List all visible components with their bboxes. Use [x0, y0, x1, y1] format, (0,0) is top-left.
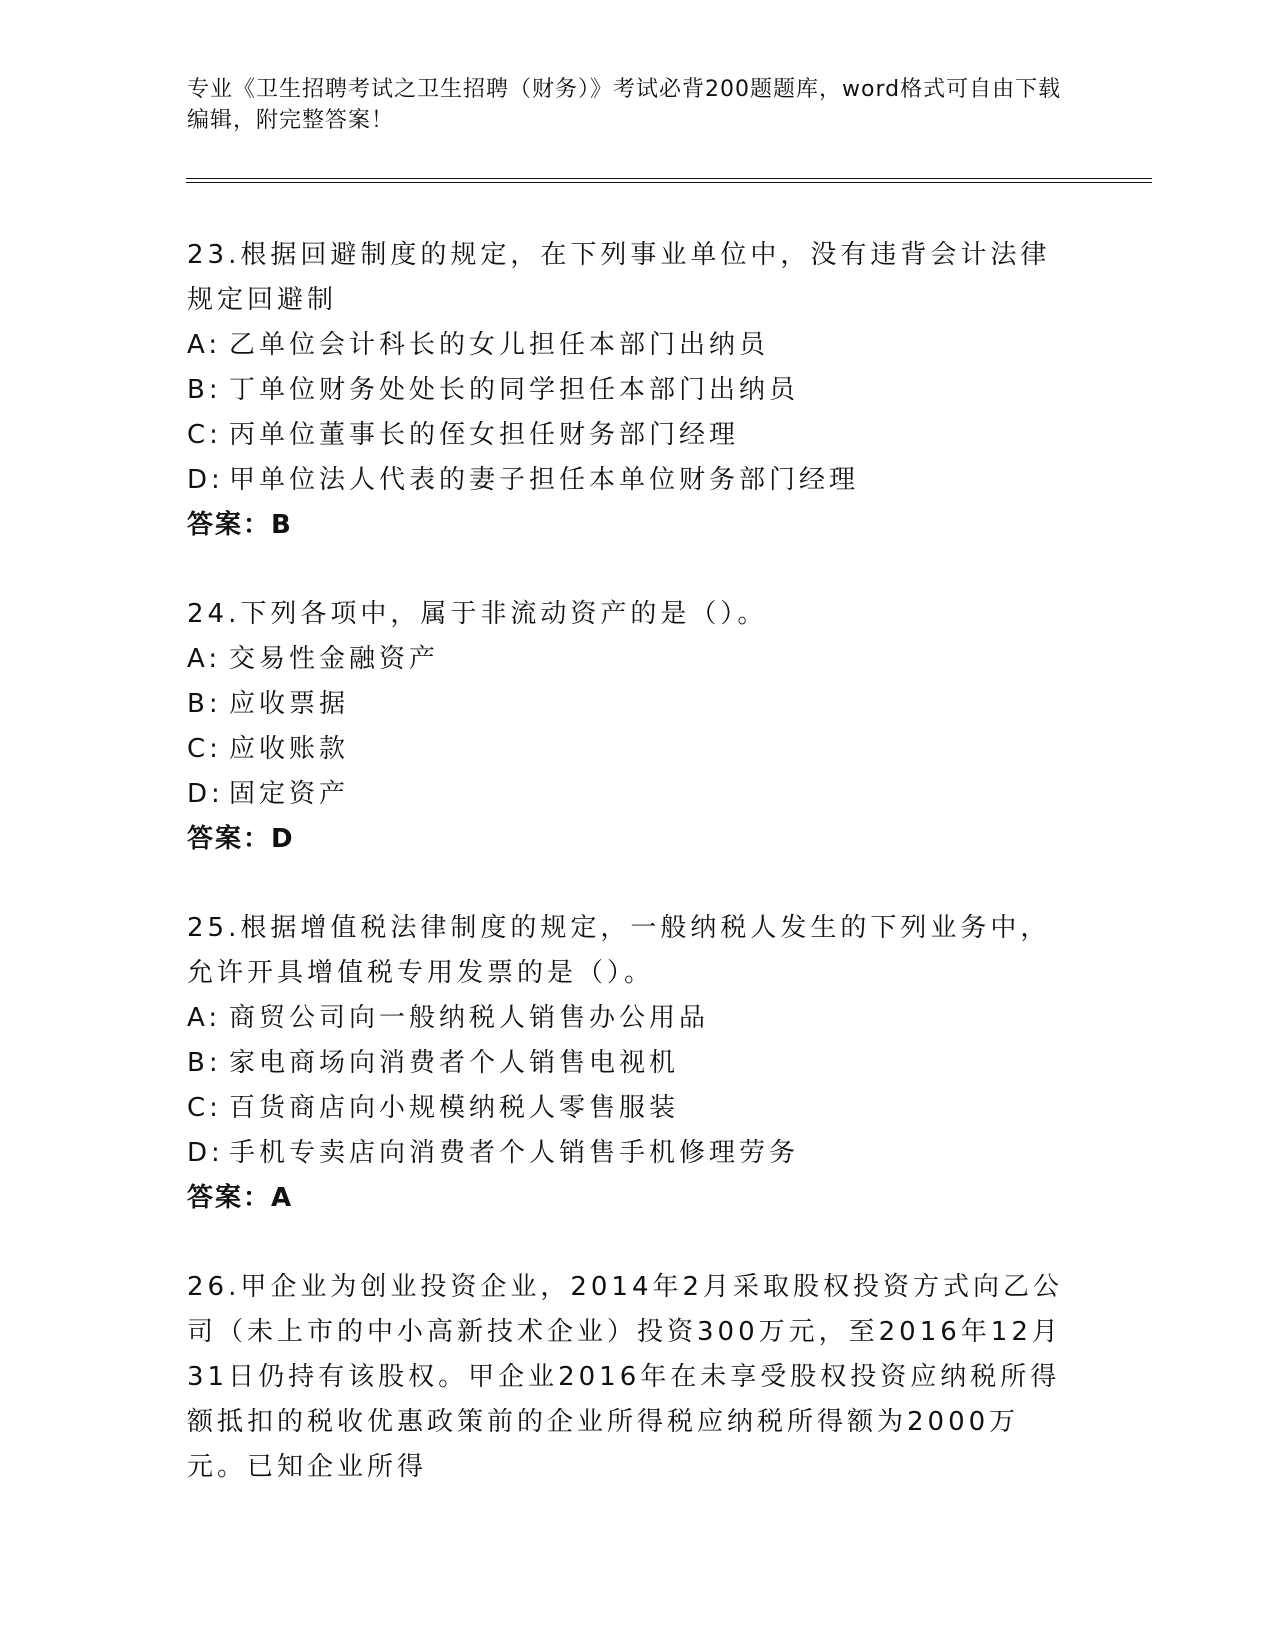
option-text: 商贸公司向一般纳税人销售办公用品 [229, 1003, 710, 1033]
option-letter: A: [187, 330, 222, 360]
option-text: 乙单位会计科长的女儿担任本部门出纳员 [229, 330, 770, 360]
option-text: 家电商场向消费者个人销售电视机 [229, 1048, 680, 1078]
option-text: 固定资产 [229, 779, 350, 809]
option-letter: A: [187, 644, 222, 674]
option-a [187, 323, 1077, 368]
question-24 [187, 592, 1077, 862]
answer-label: 答案：A [187, 1183, 294, 1213]
option-letter: C: [187, 420, 222, 450]
option-letter: C: [187, 734, 222, 764]
option-text: 丙单位董事长的侄女担任财务部门经理 [229, 420, 740, 450]
question-list [187, 233, 1077, 1534]
question-25 [187, 906, 1077, 1221]
option-a [187, 637, 1077, 682]
header-text: 专业《卫生招聘考试之卫生招聘（财务）》考试必背200题题库，word格式可自由下载编辑，附完整答案！ [187, 77, 1062, 133]
option-letter: C: [187, 1093, 222, 1123]
option-letter: D: [187, 1138, 224, 1168]
question-23 [187, 233, 1077, 548]
option-c [187, 1086, 1077, 1131]
option-letter: A: [187, 1003, 222, 1033]
option-c [187, 727, 1077, 772]
option-d [187, 458, 1077, 503]
document-header [187, 74, 1067, 136]
header-rule-top [186, 178, 1152, 179]
answer-label: 答案：D [187, 824, 295, 854]
question-26 [187, 1265, 1077, 1490]
option-letter: D: [187, 465, 224, 495]
option-text: 甲单位法人代表的妻子担任本单位财务部门经理 [229, 465, 860, 495]
option-text: 应收账款 [229, 734, 350, 764]
option-text: 应收票据 [229, 689, 350, 719]
option-text: 手机专卖店向消费者个人销售手机修理劳务 [229, 1138, 800, 1168]
question-stem: 23.根据回避制度的规定，在下列事业单位中，没有违背会计法律规定回避制 [187, 240, 1051, 315]
option-b [187, 682, 1077, 727]
option-letter: B: [187, 375, 222, 405]
option-a [187, 996, 1077, 1041]
question-stem: 26.甲企业为创业投资企业，2014年2月采取股权投资方式向乙公司（未上市的中小高新技术企业）投资300万元，至2016年12月31日仍持有该股权。甲企业2016年在未享受股权投资应纳税所得额抵扣的税收优惠政策前的企业所得税应纳税所得额为2000万元。已知企业所得 [187, 1272, 1064, 1482]
question-stem: 25.根据增值税法律制度的规定，一般纳税人发生的下列业务中，允许开具增值税专用发票的是（）。 [187, 913, 1051, 988]
option-letter: B: [187, 1048, 222, 1078]
option-letter: D: [187, 779, 224, 809]
option-letter: B: [187, 689, 222, 719]
answer-label: 答案：B [187, 510, 293, 540]
option-text: 百货商店向小规模纳税人零售服装 [229, 1093, 680, 1123]
question-stem: 24.下列各项中，属于非流动资产的是（）。 [187, 599, 768, 629]
option-b [187, 1041, 1077, 1086]
option-b [187, 368, 1077, 413]
option-text: 交易性金融资产 [229, 644, 440, 674]
option-text: 丁单位财务处处长的同学担任本部门出纳员 [229, 375, 800, 405]
option-d [187, 772, 1077, 817]
option-d [187, 1131, 1077, 1176]
header-rule-bottom [186, 182, 1152, 183]
option-c [187, 413, 1077, 458]
